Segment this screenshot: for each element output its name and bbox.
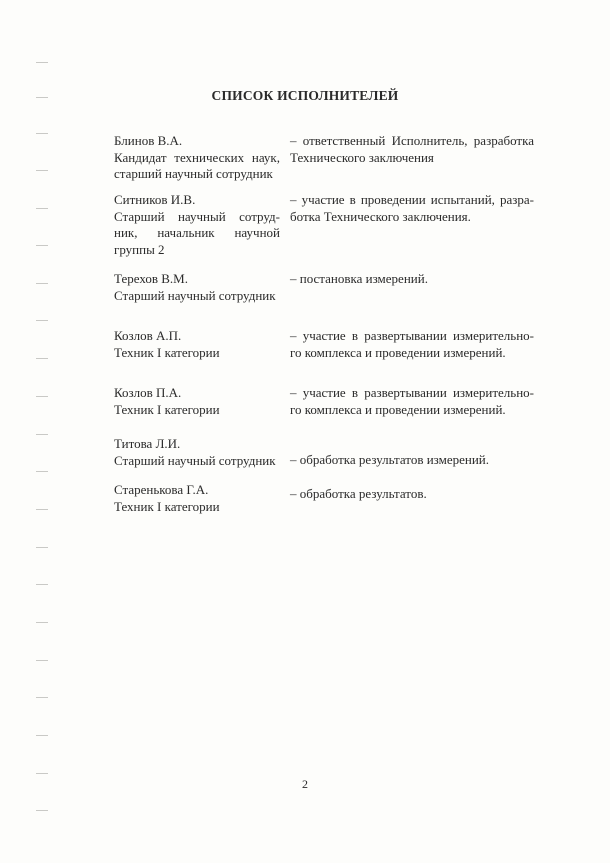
performer-position-line: Кандидат технических наук, — [114, 149, 280, 165]
performer-position-line: Техник I категории — [114, 344, 220, 360]
performer-role-line: – участие в проведении испытаний, разра- — [290, 192, 534, 207]
performer-position-line: Старший научный сотрудник — [114, 287, 276, 303]
binding-mark — [36, 133, 48, 134]
performer-name: Козлов П.А. — [114, 385, 182, 400]
binding-mark — [36, 660, 48, 661]
performer-position-line: старший научный сотрудник — [114, 166, 273, 181]
performer-name: Титова Л.И. — [114, 436, 181, 451]
performer-name: Терехов В.М. — [114, 271, 188, 286]
binding-mark — [36, 434, 48, 435]
performer-role-line: Технического заключения — [290, 149, 434, 165]
binding-mark — [36, 320, 48, 321]
performer-info — [114, 192, 280, 258]
binding-mark — [36, 283, 48, 284]
binding-mark — [36, 509, 48, 510]
performer-position-line: Техник I категории — [114, 498, 220, 514]
page-number: 2 — [302, 777, 308, 791]
performer-info — [114, 385, 280, 418]
binding-mark — [36, 697, 48, 698]
performer-role — [290, 385, 534, 418]
performer-role-line: – обработка результатов измерений. — [290, 452, 490, 467]
performer-info — [114, 482, 280, 515]
performer-position-line: Техник I категории — [114, 401, 220, 417]
binding-mark — [36, 735, 48, 736]
performer-role-line: го комплекса и проведении измерений. — [290, 401, 506, 417]
performer-position-line: ник, начальник научной — [114, 225, 280, 240]
performer-role-line: – обработка результатов. — [290, 486, 427, 501]
performer-role — [290, 328, 534, 361]
binding-mark — [36, 358, 48, 359]
performer-role-line: – участие в развертывании измерительно- — [290, 328, 534, 343]
binding-mark — [36, 396, 48, 397]
page-title: СПИСОК ИСПОЛНИТЕЛЕЙ — [211, 88, 399, 103]
binding-mark — [36, 810, 48, 811]
performer-name: Козлов А.П. — [114, 328, 182, 343]
performer-role — [290, 271, 534, 288]
performer-position-line: Старший научный сотруд- — [114, 208, 280, 224]
performer-role — [290, 452, 534, 469]
performer-position-line: Старший научный сотрудник — [114, 452, 276, 468]
binding-mark — [36, 62, 48, 63]
performer-info — [114, 328, 280, 361]
performer-role-line: ботка Технического заключения. — [290, 208, 471, 224]
performer-role-line: – ответственный Исполнитель, разработка — [290, 133, 534, 148]
performer-role — [290, 192, 534, 225]
performer-name: Блинов В.А. — [114, 133, 183, 148]
performer-info — [114, 436, 280, 469]
binding-mark — [36, 622, 48, 623]
performer-role-line: го комплекса и проведении измерений. — [290, 344, 506, 360]
performer-role — [290, 486, 534, 503]
performer-name: Ситников И.В. — [114, 192, 196, 207]
binding-mark — [36, 208, 48, 209]
binding-mark — [36, 584, 48, 585]
performer-info — [114, 271, 280, 304]
binding-mark — [36, 773, 48, 774]
performer-role-line: – постановка измерений. — [290, 271, 428, 286]
binding-mark — [36, 471, 48, 472]
performer-position-line: группы 2 — [114, 241, 165, 257]
performer-name: Старенькова Г.А. — [114, 482, 209, 497]
binding-mark — [36, 245, 48, 246]
performer-role — [290, 133, 534, 166]
binding-mark — [36, 170, 48, 171]
binding-mark — [36, 547, 48, 548]
performer-info — [114, 133, 280, 183]
binding-margin-marks — [0, 0, 40, 863]
performer-role-line: – участие в развертывании измерительно- — [290, 385, 534, 400]
